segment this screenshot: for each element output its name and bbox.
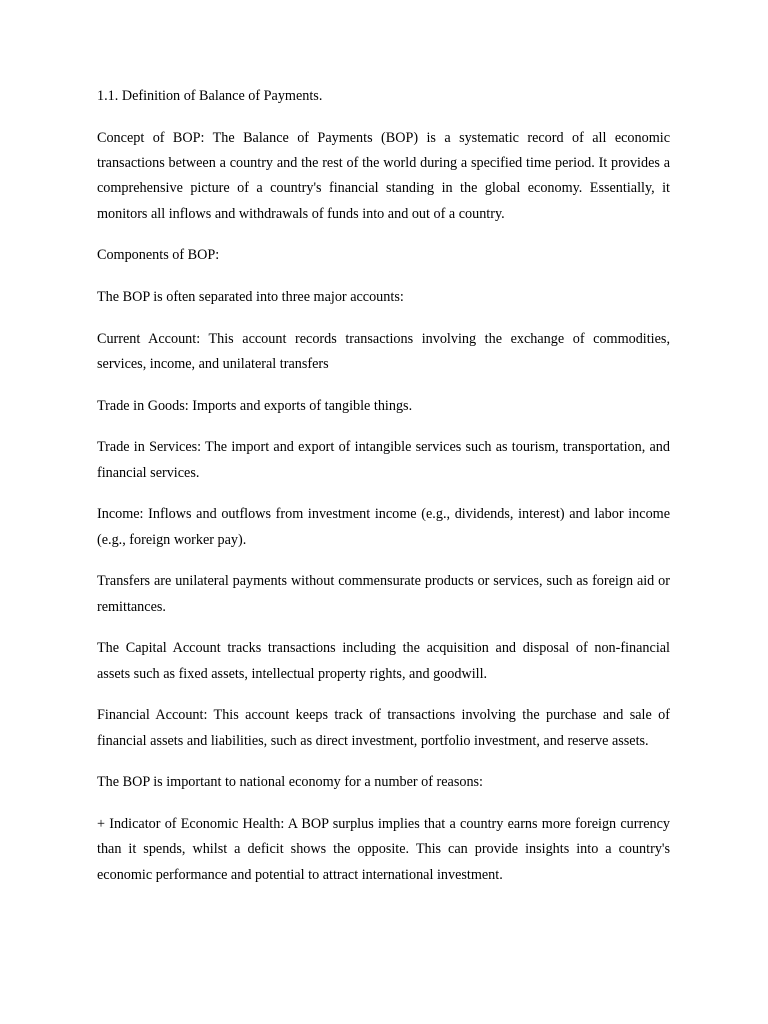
paragraph-trade-in-goods: Trade in Goods: Imports and exports of tangible things. (97, 397, 413, 414)
paragraph-bop-concept: Concept of BOP: The Balance of Payments (BOP) is a systematic record of all economic transactions between a country and the rest of the world during a specified time period. It provides a comprehensive picture of a country's financial standing in the global economy. Essentially, it monitors all inflows and withdrawals of funds into and out of a country. (97, 129, 670, 222)
paragraph-income: Income: Inflows and outflows from investment income (e.g., dividends, interest) and labor income (e.g., foreign worker pay). (97, 506, 670, 548)
paragraph-financial-account: Financial Account: This account keeps track of transactions involving the purchase and sale of financial assets and liabilities, such as direct investment, portfolio investment, and reserve assets. (97, 707, 670, 749)
paragraph-transfers: Transfers are unilateral payments without commensurate products or services, such as foreign aid or remittances. (97, 573, 670, 615)
paragraph-importance: The BOP is important to national economy for a number of reasons: (97, 774, 483, 791)
paragraph-trade-in-services: Trade in Services: The import and export of intangible services such as tourism, transportation, and financial services. (97, 439, 670, 481)
paragraph-current-account: Current Account: This account records transactions involving the exchange of commodities, services, income, and unilateral transfers (97, 330, 670, 372)
paragraph-three-accounts: The BOP is often separated into three major accounts: (97, 288, 404, 305)
paragraph-capital-account: The Capital Account tracks transactions including the acquisition and disposal of non-financial assets such as fixed assets, intellectual property rights, and goodwill. (97, 640, 670, 682)
document-body (97, 84, 670, 904)
paragraph-economic-health: + Indicator of Economic Health: A BOP surplus implies that a country earns more foreign currency than it spends, whilst a deficit shows the opposite. This can provide insights into a country's economic performance and potential to attract international investment. (97, 815, 670, 883)
section-heading: 1.1. Definition of Balance of Payments. (97, 88, 323, 104)
paragraph-components-heading: Components of BOP: (97, 247, 220, 264)
